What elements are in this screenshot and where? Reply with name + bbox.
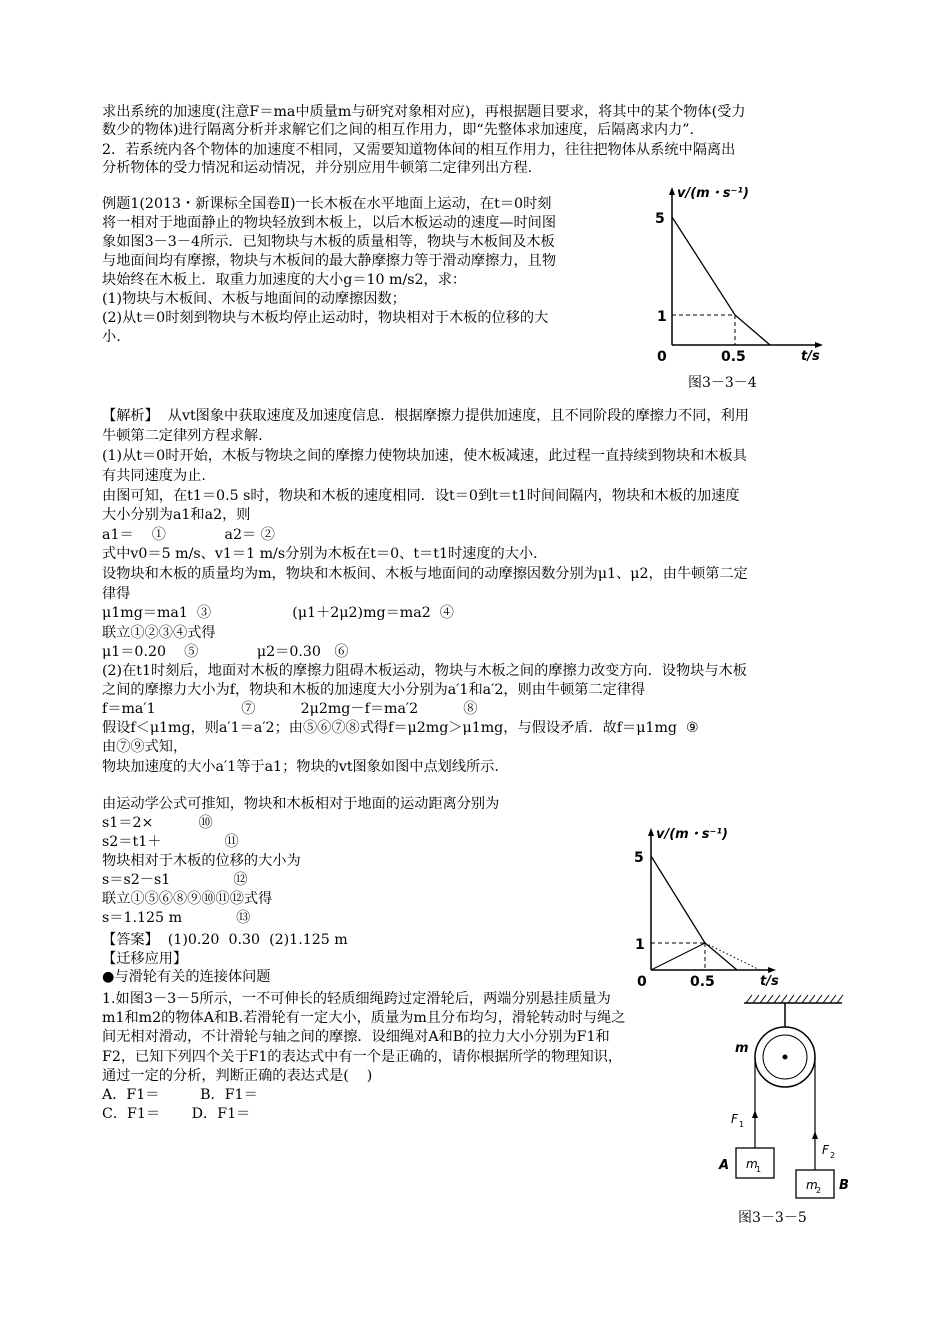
vt-graph-figure-2 [632, 826, 782, 990]
block-accel-line [651, 943, 705, 970]
example-line: 小. [102, 329, 121, 345]
question-line: m1和m2的物体A和B.若滑轮有一定大小，质量为m且分布均匀，滑轮转动时与绳之 [102, 1010, 626, 1026]
motion-line: s＝1.125 m ⑬ [102, 910, 251, 926]
f2-arrow [812, 1131, 818, 1139]
x-axis-arrow [815, 342, 823, 348]
answer-line: 【答案】 (1)0.20 0.30 (2)1.125 m [102, 932, 348, 948]
solution-line: μ1mg＝ma1 ③ (μ1＋2μ2)mg＝ma2 ④ [102, 605, 454, 621]
example-line: (2)从t＝0时刻到物块与木板均停止运动时，物块相对于木板的位移的大 [102, 310, 549, 326]
motion-line: 由运动学公式可推知，物块和木板相对于地面的运动距离分别为 [102, 796, 500, 812]
solution-line: 之间的摩擦力大小为f，物块和木板的加速度大小分别为a′1和a′2，则由牛顿第二定律得 [102, 682, 646, 698]
text-line: 2．若系统内各个物体的加速度不相同，又需要知道物体间的相互作用力，往往把物体从系统中隔离出 [102, 142, 736, 158]
example-line: 与地面间均有摩擦，物块与木板间的最大静摩擦力等于滑动摩擦力，且物 [102, 253, 557, 269]
f1-arrow [752, 1110, 758, 1118]
solution-line: 物块加速度的大小a′1等于a1；物块的vt图象如图中点划线所示. [102, 759, 499, 775]
solution-line: 律得 [102, 586, 131, 602]
section-heading: 【迁移应用】 [102, 951, 188, 967]
y-axis-label: v/(m・s⁻¹) [656, 827, 728, 842]
block-b-label: B [839, 1178, 849, 1193]
y-axis-arrow [648, 828, 654, 836]
solution-line: 由⑦⑨式知， [102, 739, 188, 755]
y-tick-label: 5 [655, 211, 665, 227]
x-axis-label: t/s [801, 349, 820, 364]
solution-line: 大小分别为a1和a2，则 [102, 507, 251, 523]
solution-line: 式中v0＝5 m/s、v1＝1 m/s分别为木板在t＝0、t＝t1时速度的大小. [102, 546, 538, 562]
motion-line: s2＝t1＋ ⑪ [102, 834, 239, 850]
text-line: 求出系统的加速度(注意F＝ma中质量m与研究对象相对应)，再根据题目要求，将其中的某个物体(受力 [102, 104, 746, 120]
solution-line: 假设f＜μ1mg，则a′1＝a′2；由⑤⑥⑦⑧式得f＝μ2mg＞μ1mg，与假设矛盾．故f＝μ1mg ⑨ [102, 720, 699, 736]
solution-line: (1)从t＝0时开始，木板与物块之间的摩擦力使物块加速，使木板减速，此过程一直持续到物块和木板具 [102, 448, 747, 464]
question-line: F2，已知下列四个关于F1的表达式中有一个是正确的，请你根据所学的物理知识， [102, 1049, 623, 1065]
solution-line: 【解析】 从vt图象中获取速度及加速度信息．根据摩擦力提供加速度，且不同阶段的摩擦力不同，利用 [102, 408, 749, 424]
question-line: 间无相对滑动，不计滑轮与轴之间的摩擦．设细绳对A和B的拉力大小分别为F1和 [102, 1029, 610, 1045]
example-line: 将一相对于地面静止的物块轻放到木板上，以后木板运动的速度—时间图 [102, 215, 557, 231]
pulley-axle [783, 1055, 788, 1060]
x-tick-label: 0.5 [690, 974, 715, 990]
solution-line: f＝ma′1 ⑦ 2μ2mg－f＝ma′2 ⑧ [102, 701, 478, 717]
y-tick-label: 1 [657, 309, 667, 325]
motion-line: s＝s2－s1 ⑫ [102, 872, 248, 888]
question-line: 通过一定的分析，判断正确的表达式是( ) [102, 1068, 373, 1084]
solution-line: (2)在t1时刻后，地面对木板的摩擦力阻碍木板运动，物块与木板之间的摩擦力改变方向．设物块与木板 [102, 663, 747, 679]
solution-line: 联立①②③④式得 [102, 625, 216, 641]
f2-label: F [822, 1143, 829, 1157]
board-velocity-line [651, 856, 737, 970]
pulley-mass-label: m [735, 1041, 749, 1056]
f1-subscript: 1 [739, 1120, 745, 1129]
x-axis-arrow [768, 967, 776, 973]
example-line: 块始终在木板上．取重力加速度的大小g＝10 m/s2，求： [102, 272, 467, 288]
f1-label: F [731, 1112, 738, 1126]
origin-label: 0 [637, 974, 647, 990]
text-line: 数少的物体)进行隔离分析并求解它们之间的相互作用力，即“先整体求加速度，后隔离求内力”. [102, 122, 695, 138]
m2-label: m [806, 1178, 818, 1192]
text-line: 分析物体的受力情况和运动情况，并分别应用牛顿第二定律列出方程. [102, 160, 533, 176]
f2-subscript: 2 [830, 1151, 836, 1160]
solution-line: μ1＝0.20 ⑤ μ2＝0.30 ⑥ [102, 644, 349, 660]
solution-line: 牛顿第二定律列方程求解. [102, 428, 263, 444]
y-tick-label: 5 [634, 850, 644, 866]
example-line: (1)物块与木板间、木板与地面间的动摩擦因数； [102, 291, 406, 307]
block-a-label: A [719, 1158, 730, 1173]
ceiling-hatch [746, 995, 843, 1003]
motion-line: 物块相对于木板的位移的大小为 [102, 853, 301, 869]
motion-line: 联立①⑤⑥⑧⑨⑩⑪⑫式得 [102, 891, 273, 907]
solution-line: 设物块和木板的质量均为m，物块和木板间、木板与地面间的动摩擦因数分别为μ1、μ2，由牛顿第二定 [102, 566, 748, 582]
y-axis-label: v/(m・s⁻¹) [677, 186, 749, 201]
solution-line: 由图可知，在t1＝0.5 s时，物块和木板的速度相同．设t＝0到t＝t1时间间隔内，物块和木板的加速度 [102, 488, 740, 504]
question-line: 1.如图3－3－5所示，一不可伸长的轻质细绳跨过定滑轮后，两端分别悬挂质量为 [102, 991, 611, 1007]
section-heading: ●与滑轮有关的连接体问题 [102, 969, 271, 985]
figure-caption: 图3－3－5 [738, 1210, 807, 1226]
solution-line: a1＝ ① a2＝ ② [102, 527, 275, 543]
m1-subscript: 1 [756, 1165, 762, 1174]
x-axis-label: t/s [760, 974, 779, 989]
origin-label: 0 [657, 349, 667, 365]
solution-line: 有共同速度为止. [102, 468, 206, 484]
y-axis-arrow [669, 187, 675, 195]
pulley-diagram [715, 993, 865, 1203]
board-velocity-line [672, 217, 770, 345]
vt-graph-figure-1 [655, 185, 820, 365]
x-tick-label: 0.5 [721, 349, 746, 365]
example-line: 例题1(2013・新课标全国卷Ⅱ)一长木板在水平地面上运动，在t＝0时刻 [102, 196, 552, 212]
option-line: A．F1＝ B．F1＝ [102, 1087, 258, 1103]
figure-caption: 图3－3－4 [688, 375, 757, 391]
y-tick-label: 1 [635, 937, 645, 953]
motion-line: s1＝2× ⑩ [102, 815, 213, 831]
m1-label: m [746, 1157, 758, 1171]
m2-subscript: 2 [816, 1186, 822, 1195]
example-line: 象如图3－3－4所示．已知物块与木板的质量相等，物块与木板间及木板 [102, 234, 555, 250]
option-line: C．F1＝ D．F1＝ [102, 1106, 251, 1122]
